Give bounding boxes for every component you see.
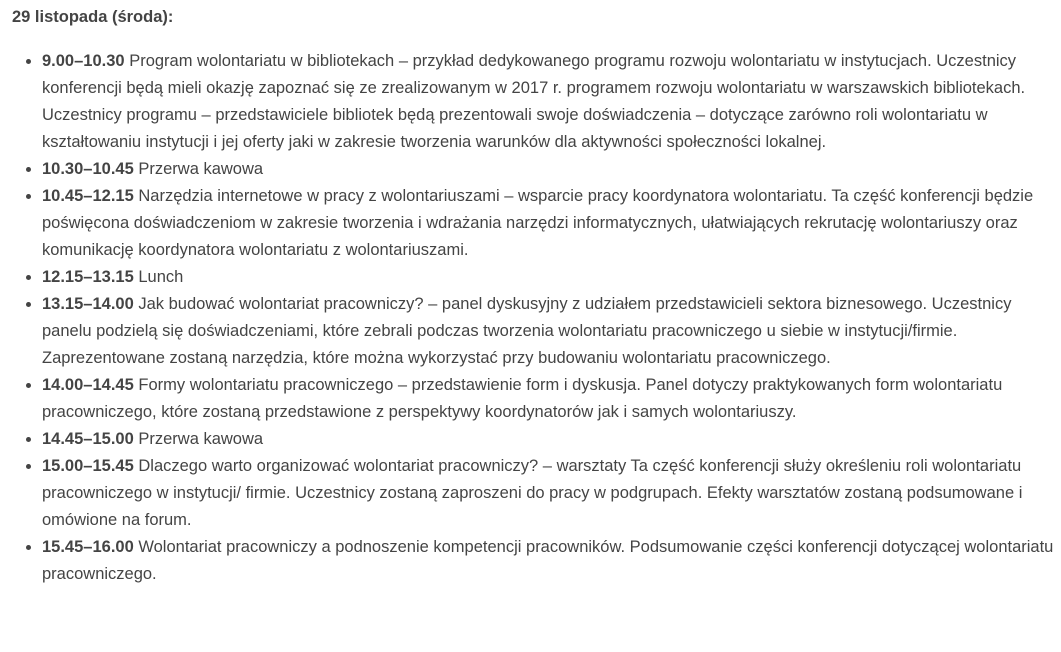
bullet-icon [26,194,31,199]
schedule-item [42,156,1061,183]
schedule-item [42,453,1061,534]
schedule-item-time: 13.15–14.00 [42,295,134,313]
schedule-item-text: Przerwa kawowa [138,430,264,448]
schedule-item-time: 10.30–10.45 [42,160,134,178]
schedule-item-text: Przerwa kawowa [138,160,264,178]
bullet-icon [26,383,31,388]
bullet-icon [26,59,31,64]
bullet-icon [26,545,31,550]
schedule-item [42,183,1061,264]
schedule-item-time: 10.45–12.15 [42,187,134,205]
schedule-item-time: 12.15–13.15 [42,268,134,286]
bullet-icon [26,275,31,280]
schedule-item-text: Jak budować wolontariat pracowniczy? – panel dyskusyjny z udziałem przedstawicieli sektora biznesowego. Uczestnicy panelu podzielą się doświadczeniami, które zebrali podczas tworzenia wolontariatu pracowniczego u siebie w instytucji/firmie. Zaprezentowane zostaną narzędzia, które można wykorzystać przy budowaniu wolontariatu pracowniczego. [42,295,1012,367]
schedule-item-time: 15.00–15.45 [42,457,134,475]
schedule-item-text: Lunch [138,268,184,286]
schedule-item-time: 15.45–16.00 [42,538,134,556]
bullet-icon [26,302,31,307]
bullet-icon [26,464,31,469]
day-heading: 29 listopada (środa): [12,8,174,26]
schedule-item [42,426,1061,453]
schedule-list [12,48,1061,588]
schedule-item [42,291,1061,372]
bullet-icon [26,437,31,442]
schedule-item [42,48,1061,156]
schedule-item-text: Dlaczego warto organizować wolontariat pracowniczy? – warsztaty Ta część konferencji służy określeniu roli wolontariatu pracowniczego w instytucji/ firmie. Uczestnicy zostaną zaproszeni do pracy w podgrupach. Efekty warsztatów zostaną podsumowane i omówione na forum. [42,457,1023,529]
schedule-item-text: Program wolontariatu w bibliotekach – przykład dedykowanego programu rozwoju wolontariatu w instytucjach. Uczestnicy konferencji będą mieli okazję zapoznać się ze zrealizowanym w 2017 r. programem rozwoju wolontariatu w warszawskich bibliotekach. Uczestnicy programu – przedstawiciele bibliotek będą prezentowali swoje doświadczenia – dotyczące zarówno roli wolontariatu w kształtowaniu instytucji i jej oferty jaki w zakresie tworzenia warunków dla aktywności społeczności lokalnej. [42,52,1026,151]
schedule-item [42,534,1061,588]
schedule-item [42,264,1061,291]
schedule-item-text: Formy wolontariatu pracowniczego – przedstawienie form i dyskusja. Panel dotyczy praktykowanych form wolontariatu pracowniczego, które zostaną przedstawione z perspektywy koordynatorów jak i samych wolontariuszy. [42,376,1003,421]
schedule-item-text: Narzędzia internetowe w pracy z wolontariuszami – wsparcie pracy koordynatora wolontariatu. Ta część konferencji będzie poświęcona doświadczeniom w zakresie tworzenia i wdrażania narzędzi informatycznych, ułatwiających rekrutację wolontariuszy oraz komunikację koordynatora wolontariatu z wolontariuszami. [42,187,1034,259]
schedule-item-text: Wolontariat pracowniczy a podnoszenie kompetencji pracowników. Podsumowanie części konferencji dotyczącej wolontariatu pracowniczego. [42,538,1054,583]
schedule-item [42,372,1061,426]
bullet-icon [26,167,31,172]
schedule-item-time: 14.00–14.45 [42,376,134,394]
schedule-item-time: 14.45–15.00 [42,430,134,448]
schedule-item-time: 9.00–10.30 [42,52,125,70]
